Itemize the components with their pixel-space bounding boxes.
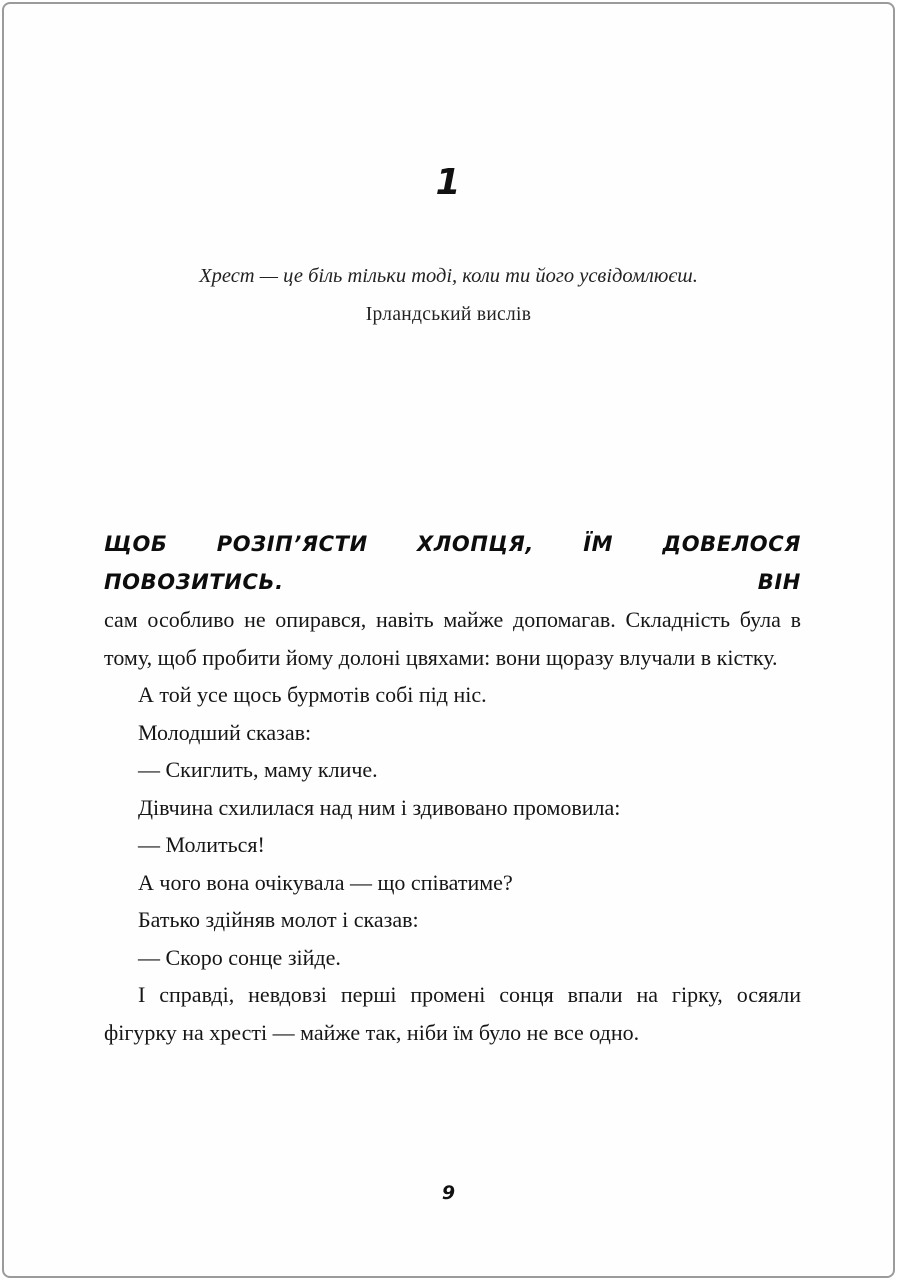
epigraph-text: Хрест — це біль тільки тоді, коли ти його усвідомлюєш. [199,265,698,287]
page-number: 9 [441,1182,456,1204]
page-content [4,4,893,1276]
paragraph: І справді, невдовзі перші промені сонця впали на гірку, осяяли фігурку на хресті — майже так, ніби їм було не все одно. [104,982,801,1045]
body-text [104,526,801,1051]
paragraph: — Скиглить, маму кличе. [138,757,378,782]
paragraph: А той усе щось бурмотів собі під ніс. [138,682,487,707]
paragraph: — Молиться! [138,832,265,857]
paragraph: Молодший сказав: [138,719,312,745]
book-page [2,2,895,1278]
paragraph: — Скоро сонце зійде. [138,944,341,970]
epigraph-attribution: Ірландський вислів [365,304,532,325]
paragraph: Дівчина схилилася над ним і здивовано промовила: [138,794,621,820]
chapter-number: 1 [435,162,462,203]
lead-continuation: сам особливо не опирався, навіть майже допомагав. Складність була в тому, щоб пробити йому долоні цвяхами: вони щоразу влучали в кістку. [104,607,801,670]
paragraph: Батько здійняв молот і сказав: [138,907,419,932]
paragraph: А чого вона очікувала — що співатиме? [138,869,513,895]
lead-sentence: ЩОБ РОЗІП’ЯСТИ ХЛОПЦЯ, ЇМ ДОВЕЛОСЯ ПОВОЗИТИСЬ. ВІН [104,532,801,594]
